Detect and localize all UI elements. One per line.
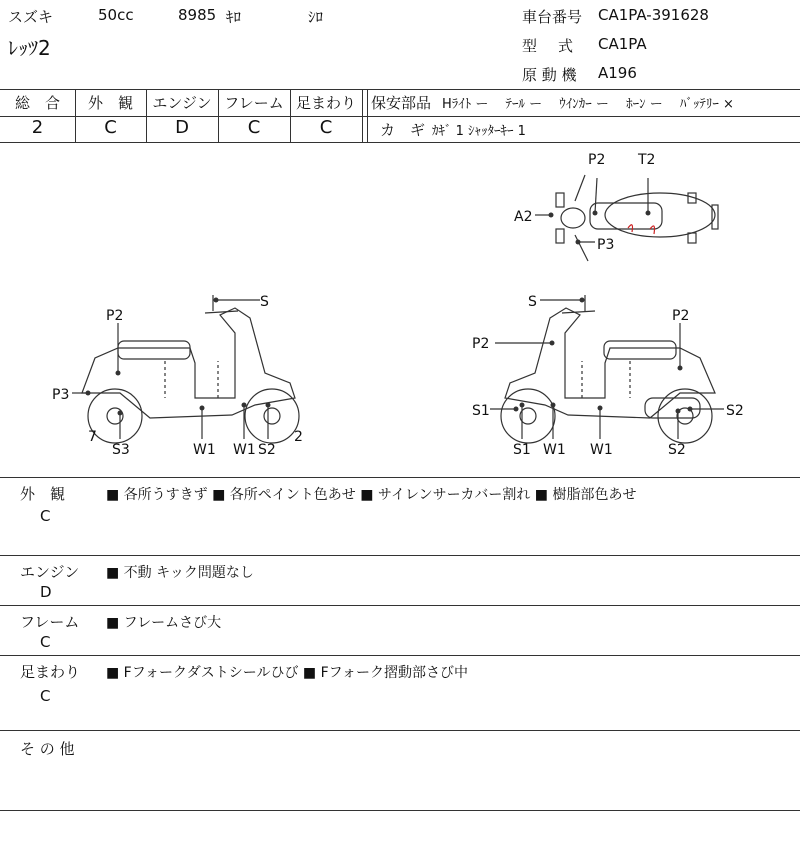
diagram-label: W1 (543, 442, 566, 458)
frame-no: CA1PA-391628 (598, 6, 709, 24)
mileage: 8985 (178, 6, 217, 24)
diagram-label: A2 (514, 209, 533, 225)
type-value: CA1PA (598, 35, 647, 53)
safety-label: 保安部品 (371, 94, 432, 112)
vehicle-color: ｼﾛ (308, 8, 324, 26)
model-name: ﾚｯﾂ2 (8, 36, 51, 60)
damage-diagram (0, 143, 800, 477)
grade-exterior-label: 外 観 (87, 94, 133, 112)
diagram-label: P2 (106, 308, 124, 324)
remark-exterior-label: 外 観 (20, 485, 66, 503)
grade-engine-label: エンジン (152, 94, 212, 112)
diagram-label: P3 (52, 387, 70, 403)
remark-frame-grade: C (40, 633, 51, 651)
top-view-scooter (556, 175, 718, 261)
remark-engine-text: ■ 不動 キック問題なし (106, 565, 254, 581)
displacement: 50cc (98, 6, 134, 24)
divider (0, 477, 800, 478)
diagram-label: W1 (193, 442, 216, 458)
remark-frame-label: フレーム (20, 613, 80, 631)
remark-other-label: そ の 他 (20, 740, 75, 758)
grade-overall: 2 (31, 117, 44, 138)
diagram-label: W1 (233, 442, 256, 458)
divider (0, 89, 800, 90)
divider (0, 730, 800, 731)
diagram-label: 2 (294, 429, 303, 445)
remark-suspension-label: 足まわり (20, 663, 81, 681)
remark-exterior-text: ■ 各所うすきず ■ 各所ペイント色あせ ■ サイレンサーカバー割れ ■ 樹脂部色あせ (106, 487, 637, 503)
diagram-label: S (260, 294, 269, 310)
frame-no-label: 車台番号 (522, 8, 583, 26)
divider (367, 89, 368, 142)
mileage-unit: ｷﾛ (226, 8, 242, 26)
remark-engine-grade: D (40, 583, 52, 601)
diagram-label: S (528, 294, 537, 310)
grade-frame: C (247, 117, 261, 138)
grade-exterior: C (104, 117, 117, 138)
diagram-label: T2 (638, 152, 656, 168)
grade-suspension-label: 足まわり (295, 94, 356, 112)
diagram-label: P2 (672, 308, 690, 324)
divider (0, 810, 800, 811)
diagram-label: 7 (88, 429, 97, 445)
diagram-label: S1 (513, 442, 531, 458)
diagram-label: P3 (597, 237, 615, 253)
diagram-label: S3 (112, 442, 130, 458)
type-label: 型 式 (522, 37, 577, 55)
grade-frame-label: フレーム (224, 94, 284, 112)
divider (0, 655, 800, 656)
divider (0, 605, 800, 606)
diagram-label: W1 (590, 442, 613, 458)
engine-model-label: 原 動 機 (522, 66, 577, 84)
divider (0, 555, 800, 556)
diagram-label: S1 (472, 403, 490, 419)
grade-overall-label: 総 合 (14, 94, 60, 112)
remark-exterior-grade: C (40, 507, 51, 525)
key-label: カ ギ (380, 121, 426, 139)
engine-model: A196 (598, 64, 637, 82)
diagram-label: P2 (588, 152, 606, 168)
remark-suspension-grade: C (40, 687, 51, 705)
leader-line (595, 178, 597, 213)
diagram-label: S2 (258, 442, 276, 458)
diagram-label: S2 (726, 403, 744, 419)
remark-suspension-text: ■ Fフォークダストシールひび ■ Fフォーク摺動部さび中 (106, 665, 468, 681)
diagram-label: S2 (668, 442, 686, 458)
diagram-label: P2 (472, 336, 490, 352)
divider (362, 89, 363, 142)
grade-engine: D (175, 117, 189, 138)
safety-items: Hﾗｲﾄ ー ﾃｰﾙ ー ｳｲﾝｶｰ ー ﾎｰﾝ ー ﾊﾞｯﾃﾘｰ × (442, 97, 734, 112)
key-value: ｶｷﾞ 1 ｼｬｯﾀｰｷｰ 1 (432, 124, 526, 139)
maker: スズキ (8, 8, 54, 26)
remark-engine-label: エンジン (20, 563, 80, 581)
remark-frame-text: ■ フレームさび大 (106, 615, 222, 631)
grade-suspension: C (319, 117, 333, 138)
